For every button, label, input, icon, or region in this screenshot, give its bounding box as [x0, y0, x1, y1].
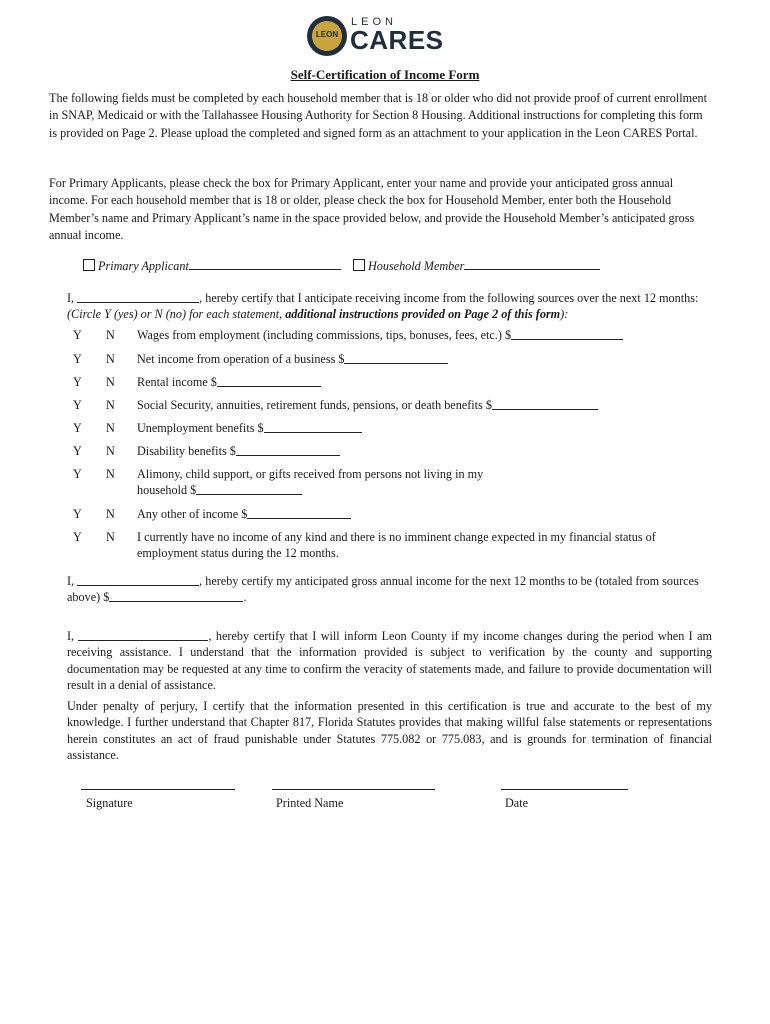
social-security-amount-field[interactable] — [492, 398, 598, 410]
household-member-name-field[interactable] — [464, 259, 600, 270]
no-option[interactable]: N — [106, 328, 115, 342]
no-option[interactable]: N — [106, 507, 115, 521]
seal-text: LEON — [315, 30, 339, 39]
certify-total-prefix: I, — [67, 574, 78, 588]
certify-inform-prefix: I, — [67, 629, 79, 643]
instructions-paragraph: For Primary Applicants, please check the box for Primary Applicant, enter your name and provide your anticipated gross annual income. For each household member that is 18 or older, please check the box for Household Member, enter both the Household Member’s name and Primary Applicant’s name in the space provided below, and provide the Household Member’s anticipated gross annual income. — [49, 176, 695, 243]
certify-sources-italic: (Circle Y (yes) or N (no) for each statement, — [67, 307, 286, 322]
yes-option[interactable]: Y — [73, 398, 82, 412]
unemployment-amount-field[interactable] — [264, 421, 362, 433]
certify-total-end: . — [243, 590, 247, 605]
certify-sources-bold-italic: additional instructions provided on Page 2 of this form — [285, 307, 561, 322]
total-income-amount-field[interactable] — [109, 590, 243, 602]
applicant-type-row — [83, 259, 643, 274]
no-option[interactable]: N — [106, 444, 115, 458]
certify-total-statement — [67, 573, 712, 606]
logo-cares-text: CARES — [350, 25, 444, 55]
yes-option[interactable]: Y — [73, 328, 82, 342]
intro-paragraph: The following fields must be completed by each household member that is 18 or older who did not provide proof of current enrollment in SNAP, Medicaid or with the Tallahassee Housing Authority for Section 8 Housing. Additional instructions for completing this form is provided on Page 2. Please upload the completed and signed form as an attachment to your application in the Leon CARES Portal. — [49, 91, 707, 140]
certify-sources-end: ): — [560, 307, 569, 322]
business-amount-field[interactable] — [344, 352, 448, 364]
logo-leon-text: LEON — [351, 16, 397, 28]
yes-option[interactable]: Y — [73, 375, 82, 389]
income-source-label: Any other of income $ — [137, 506, 717, 522]
income-source-label: I currently have no income of any kind and there is no imminent change expected in my financial status of employment status during the 12 months. — [137, 530, 656, 560]
leon-cares-logo — [307, 14, 457, 58]
yes-option[interactable]: Y — [73, 421, 82, 435]
yes-option[interactable]: Y — [73, 467, 82, 481]
yes-option[interactable]: Y — [73, 507, 82, 521]
no-option[interactable]: N — [106, 421, 115, 435]
primary-applicant-checkbox[interactable] — [83, 259, 95, 271]
household-member-label: Household Member — [367, 259, 465, 273]
certify-sources-name-field[interactable] — [77, 291, 199, 303]
certify-inform-name-field[interactable] — [78, 629, 208, 641]
perjury-paragraph: Under penalty of perjury, I certify that the information presented in this certification is true and accurate to the best of my knowledge. I further understand that Chapter 817, Florida Statutes provides that making willful false statements or representations herein constitutes an act of fraud punishable under Statutes 775.082 or 775.083, and is grounds for termination of financial assistance. — [67, 699, 712, 763]
printed-name-label: Printed Name — [276, 796, 344, 810]
yes-option[interactable]: Y — [73, 444, 82, 458]
certify-sources-text: , hereby certify that I anticipate receiving income from the following sources over the next 12 months: — [199, 291, 699, 305]
certify-inform-text: , hereby certify that I will inform Leon County if my income changes during the period when I am receiving assistance. I understand that the information provided is subject to verification by the county and supporting documentation may be requested at any time to confirm the veracity of statements made, and failure to provide documentation will result in a denial of assistance. — [67, 629, 712, 693]
income-source-label: Alimony, child support, or gifts received from persons not living in my household $ — [137, 467, 484, 497]
certify-sources-statement — [67, 290, 712, 323]
other-income-amount-field[interactable] — [247, 507, 351, 519]
date-line[interactable] — [501, 789, 628, 790]
no-option[interactable]: N — [106, 530, 115, 544]
household-member-checkbox[interactable] — [353, 259, 365, 271]
yes-option[interactable]: Y — [73, 352, 82, 366]
rental-amount-field[interactable] — [217, 375, 321, 387]
certify-sources-prefix: I, — [67, 291, 78, 305]
primary-applicant-label: Primary Applicant — [98, 259, 189, 273]
leon-county-seal-icon — [307, 16, 347, 56]
form-title: Self-Certification of Income Form — [290, 67, 480, 82]
certify-total-name-field[interactable] — [77, 574, 199, 586]
income-source-label: Disability benefits $ — [137, 443, 717, 459]
no-option[interactable]: N — [106, 398, 115, 412]
income-source-label: Social Security, annuities, retirement funds, pensions, or death benefits $ — [137, 397, 717, 413]
yes-option[interactable]: Y — [73, 530, 82, 544]
primary-applicant-name-field[interactable] — [189, 259, 341, 270]
certify-total-text: , hereby certify my anticipated gross annual income for the next 12 months to be (totaled from sources above) $ — [67, 574, 699, 605]
date-label: Date — [505, 796, 529, 810]
wages-amount-field[interactable] — [511, 328, 623, 340]
no-option[interactable]: N — [106, 375, 115, 389]
printed-name-line[interactable] — [272, 789, 435, 790]
no-option[interactable]: N — [106, 352, 115, 366]
alimony-amount-field[interactable] — [196, 483, 302, 495]
income-source-label: Wages from employment (including commissions, tips, bonuses, fees, etc.) $ — [137, 327, 717, 343]
income-source-label: Rental income $ — [137, 374, 717, 390]
income-source-label: Net income from operation of a business $ — [137, 351, 717, 367]
signature-label: Signature — [86, 796, 133, 810]
income-source-label: Unemployment benefits $ — [137, 420, 717, 436]
certify-inform-statement — [67, 628, 712, 694]
no-option[interactable]: N — [106, 467, 115, 481]
signature-line[interactable] — [81, 789, 235, 790]
disability-amount-field[interactable] — [236, 444, 340, 456]
